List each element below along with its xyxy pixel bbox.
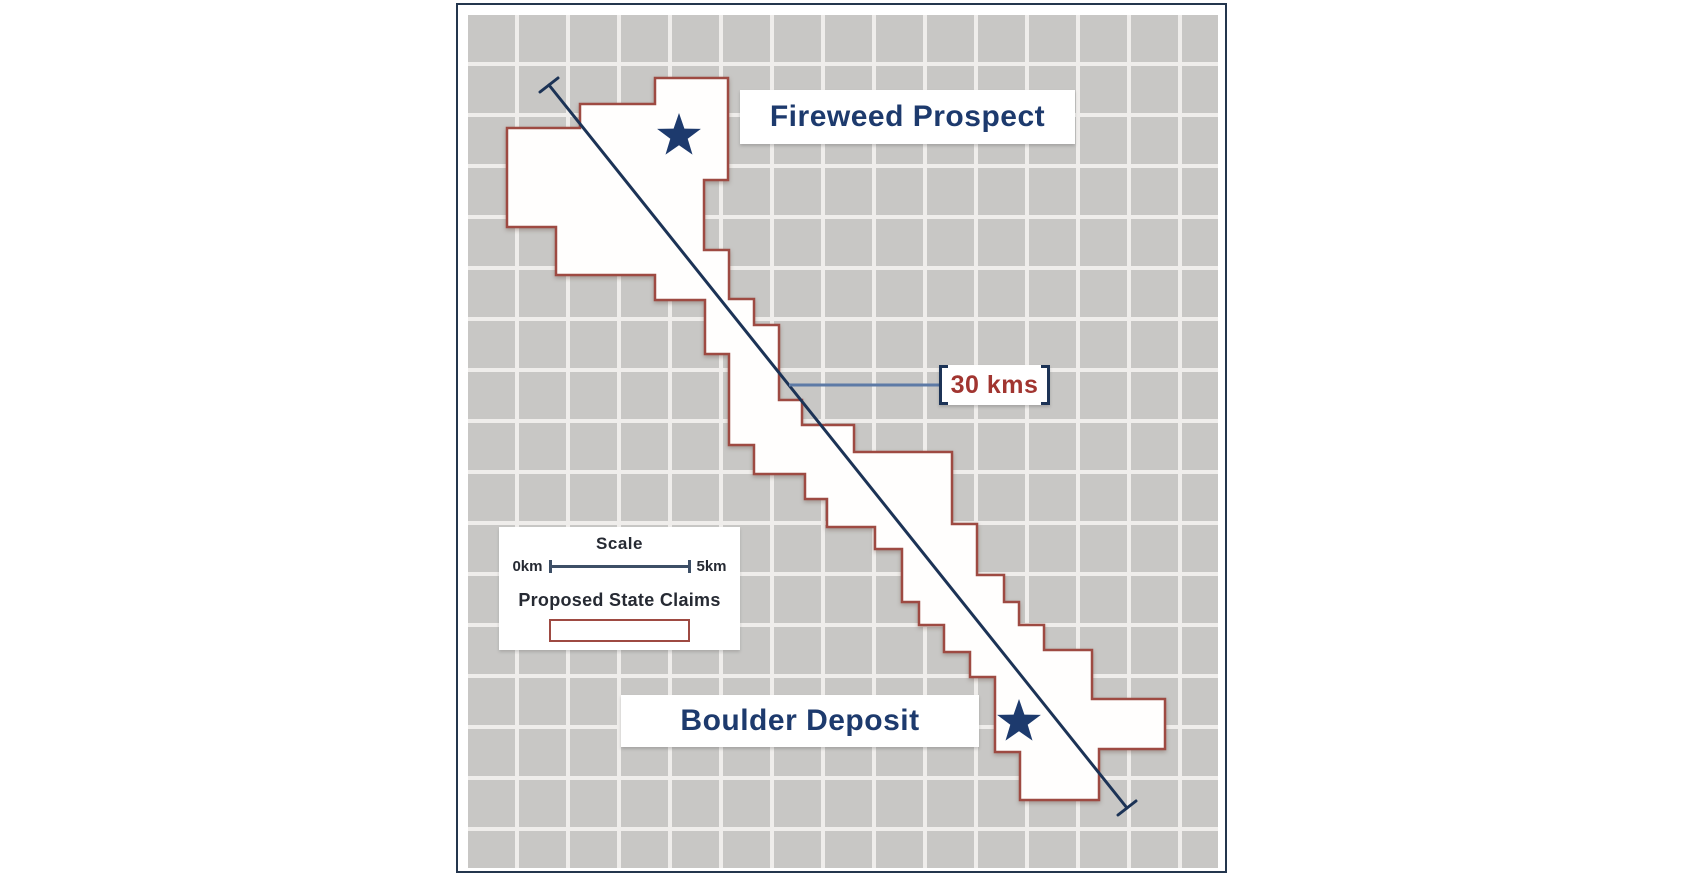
distance-line-tick-end	[1118, 801, 1136, 815]
map-frame	[456, 3, 1227, 873]
distance-callout	[939, 365, 1050, 405]
scale-row	[512, 558, 726, 575]
distance-callout-text: 30 kms	[950, 370, 1039, 399]
boulder-label-text: Boulder Deposit	[680, 704, 920, 737]
legend-claims-label: Proposed State Claims	[518, 590, 721, 610]
scale-bar	[549, 565, 691, 568]
legend-scale-title: Scale	[596, 534, 643, 553]
fireweed-label	[740, 90, 1075, 144]
distance-line-tick-start	[540, 78, 558, 92]
fireweed-label-text: Fireweed Prospect	[769, 100, 1046, 133]
boulder-label	[621, 695, 979, 747]
scale-max-label: 5km	[696, 558, 727, 575]
legend-box	[499, 527, 740, 650]
scale-min-label: 0km	[512, 558, 543, 575]
bracket-left-icon	[939, 365, 948, 405]
claims-polygon	[507, 78, 1165, 800]
bracket-right-icon	[1041, 365, 1050, 405]
claims-swatch	[549, 619, 690, 642]
